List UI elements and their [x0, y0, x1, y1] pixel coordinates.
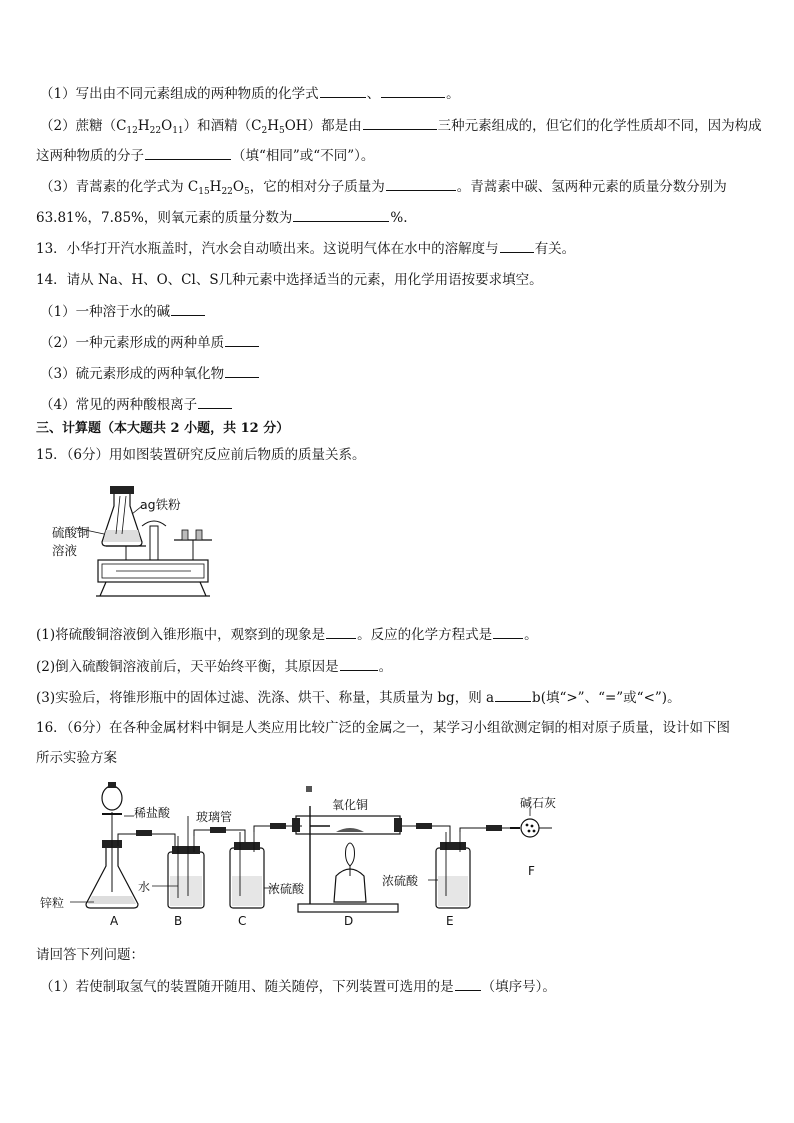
label-A: A: [110, 914, 119, 928]
subscript: 12: [126, 126, 138, 136]
text: 63.81%，7.85%，则氧元素的质量分数为: [36, 210, 293, 226]
text: %.: [390, 210, 408, 226]
text: （2）一种元素形成的两种单质: [40, 335, 225, 351]
text: （3）青蒿素的化学式为 C: [40, 179, 199, 195]
text: b(填“>”、“=”或“<”)。: [532, 690, 681, 706]
subscript: 5: [243, 187, 250, 197]
q12-part2-line1: [40, 116, 762, 135]
text: 13．小华打开汽水瓶盖时，汽水会自动喷出来。这说明气体在水中的溶解度与: [36, 241, 499, 257]
subscript: 2: [261, 126, 268, 136]
text: O: [232, 179, 244, 195]
answer-blank[interactable]: [320, 84, 366, 98]
label-copper-oxide: 氧化铜: [332, 798, 369, 812]
text: 。反应的化学方程式是: [357, 627, 493, 643]
answer-blank[interactable]: [340, 657, 378, 671]
q13: [36, 239, 575, 258]
label-C: C: [238, 914, 247, 928]
text: 三种元素组成的，但它们的化学性质却不同，因为构成: [437, 118, 762, 134]
text: （4）常见的两种酸根离子: [40, 397, 198, 413]
subscript: 11: [172, 126, 184, 136]
q12-part1: [40, 84, 460, 103]
answer-blank[interactable]: [455, 977, 481, 991]
hydrogen-reduction-apparatus-figure: [40, 776, 560, 932]
answer-blank[interactable]: [198, 395, 232, 409]
q14-item-2: [40, 333, 260, 352]
text: （1）若使制取氢气的装置随开随用、随关随停，下列装置可选用的是: [40, 979, 454, 995]
text: 。青蒿素中碳、氢两种元素的质量分数分别为: [456, 179, 727, 195]
text: （1）一种溶于水的碱: [40, 304, 171, 320]
label-conc-sulfuric-acid-e: 浓硫酸: [382, 874, 419, 888]
answer-blank[interactable]: [171, 302, 205, 316]
period: 。: [446, 86, 460, 102]
label-B: B: [174, 914, 183, 928]
label-iron-powder: ag铁粉: [140, 497, 181, 512]
q14-item-3: [40, 364, 260, 383]
q16-stem-line2: 所示实验方案: [36, 750, 117, 766]
text: H: [209, 179, 222, 195]
text: （填“相同”或“不同”）。: [232, 148, 375, 164]
q15-sub1: [36, 625, 538, 644]
q14-item-1: [40, 302, 206, 321]
text: 有关。: [534, 241, 576, 257]
q16-sub1: [40, 977, 556, 996]
answer-blank[interactable]: [493, 625, 523, 639]
section-heading: 三、计算题（本大题共 2 小题，共 12 分）: [36, 421, 290, 436]
q15-stem: 15．（6分）用如图装置研究反应前后物质的质量关系。: [36, 447, 366, 463]
q16-prompt: 请回答下列问题：: [36, 947, 144, 963]
label-glass-tube: 玻璃管: [196, 810, 233, 824]
q12-part2-line2: [36, 146, 374, 165]
q12-part3-line2: [36, 208, 408, 227]
answer-blank[interactable]: [145, 146, 231, 160]
subscript: 15: [198, 187, 210, 197]
label-D: D: [344, 914, 354, 928]
subscript: 22: [221, 187, 233, 197]
answer-blank[interactable]: [381, 84, 445, 98]
subscript: 22: [149, 126, 162, 136]
label-E: E: [446, 914, 454, 928]
label-hydrochloric-acid: 稀盐酸: [134, 806, 171, 820]
q16-stem-line1: 16．（6分）在各种金属材料中铜是人类应用比较广泛的金属之一，某学习小组欲测定铜的相对原子质量，设计如下图: [36, 720, 731, 736]
answer-blank[interactable]: [495, 688, 531, 702]
text: OH）都是由: [284, 118, 362, 134]
q15-sub2: [36, 657, 392, 676]
label-soda-lime: 碱石灰: [520, 796, 557, 810]
label-copper-sulfate-2: 溶液: [52, 543, 78, 558]
q12-part1-text: （1）写出由不同元素组成的两种物质的化学式: [40, 86, 319, 102]
text: H: [267, 118, 279, 134]
q15-sub3: [36, 688, 681, 707]
answer-blank[interactable]: [363, 116, 437, 130]
q14-item-4: [40, 395, 233, 414]
answer-blank[interactable]: [386, 177, 456, 191]
text: ）和酒精（C: [183, 118, 262, 134]
label-zinc-granules: 锌粒: [40, 896, 65, 910]
answer-blank[interactable]: [293, 208, 389, 222]
text: H: [137, 118, 150, 134]
q12-part3-line1: [40, 177, 727, 196]
text: （2）蔗糖（C: [40, 118, 127, 134]
text: （3）硫元素形成的两种氧化物: [40, 366, 225, 382]
answer-blank[interactable]: [326, 625, 356, 639]
subscript: 5: [279, 126, 285, 136]
text: （填序号）。: [481, 979, 556, 995]
separator: 、: [366, 86, 381, 102]
q14-stem: 14．请从 Na、H、O、Cl、S几种元素中选择适当的元素，用化学用语按要求填空。: [36, 272, 543, 288]
label-water: 水: [138, 880, 151, 894]
text: (2)倒入硫酸铜溶液前后，天平始终平衡，其原因是: [36, 659, 339, 675]
answer-blank[interactable]: [225, 333, 259, 347]
answer-blank[interactable]: [500, 239, 534, 253]
label-F: F: [528, 864, 535, 878]
answer-blank[interactable]: [225, 364, 259, 378]
text: ，它的相对分子质量为: [249, 179, 385, 195]
label-copper-sulfate-1: 硫酸铜: [52, 525, 90, 540]
text: (3)实验后，将锥形瓶中的固体过滤、洗涤、烘干、称量，其质量为 bg，则 a: [36, 690, 495, 706]
text: 。: [524, 627, 538, 643]
label-conc-sulfuric-acid-c: 浓硫酸: [268, 882, 305, 896]
text: 这两种物质的分子: [36, 148, 144, 164]
text: 。: [378, 659, 393, 675]
text: O: [161, 118, 173, 134]
text: (1)将硫酸铜溶液倒入锥形瓶中，观察到的现象是: [36, 627, 326, 643]
